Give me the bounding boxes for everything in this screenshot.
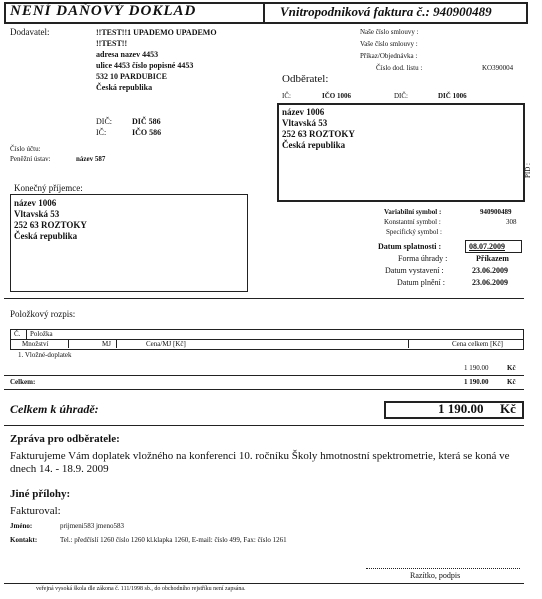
section-divider	[4, 298, 524, 299]
recipient-line: název 1006	[14, 198, 57, 208]
issuer-name-value: prijmeni583 jmeno583	[60, 522, 124, 530]
price-col-divider	[408, 339, 409, 348]
recipient-line: Vltavská 53	[14, 209, 60, 219]
message-text: Fakturujeme Vám doplatek vložného na konferenci 10. ročníku Školy hmotnostní spektrometrie, která se koná ve dnech 14. - 18.9. 2009	[10, 450, 510, 475]
customer-ic-value: IČO 1006	[322, 92, 351, 100]
supplier-line: ulice 4453 číslo popisné 4453	[96, 61, 194, 70]
ks-label: Konstantní symbol :	[384, 218, 441, 226]
supplier-ic-label: IČ:	[96, 128, 107, 137]
attachments-heading: Jiné přílohy:	[10, 488, 71, 500]
vs-label: Variabilní symbol :	[384, 208, 442, 216]
customer-address	[282, 107, 355, 151]
delivery-label: Číslo dod. listu :	[376, 64, 423, 72]
invoice-number: Vnitropodniková faktura č.: 940900489	[280, 4, 492, 19]
footer-note: veřejná vysoká škola dle zákona č. 111/1998 sb., do obchodního rejstříku není zapsána.	[36, 586, 246, 592]
unit-col-divider	[116, 339, 117, 348]
sum-bottom-line	[4, 389, 524, 390]
customer-line: název 1006	[282, 107, 325, 117]
supplier-dic-value: DIČ 586	[132, 117, 161, 126]
vs-value: 940900489	[480, 208, 512, 216]
footer-divider	[4, 583, 524, 584]
ks-value: 308	[506, 218, 517, 226]
stamp-label: Razítko, podpis	[410, 571, 461, 580]
sum-label: Celkem:	[10, 378, 36, 386]
customer-dic-label: DIČ:	[394, 92, 408, 100]
pid-label: PID :	[524, 163, 532, 178]
customer-ic-label: IČ:	[282, 92, 291, 100]
message-heading: Zpráva pro odběratele:	[10, 433, 120, 445]
their-contract-label: Vaše číslo smlouvy :	[360, 40, 418, 48]
qty-col-divider	[68, 339, 69, 348]
item-row-total: 1 190.00	[464, 364, 489, 372]
recipient-line: 252 63 ROZTOKY	[14, 220, 87, 230]
items-heading: Položkový rozpis:	[10, 309, 76, 319]
col-unit: MJ	[102, 340, 111, 348]
issuer-heading: Fakturoval:	[10, 505, 61, 517]
col-total: Cena celkem [Kč]	[452, 340, 503, 348]
method-label: Forma úhrady :	[398, 254, 448, 263]
due-label: Datum splatnosti :	[378, 242, 442, 251]
item-row-currency: Kč	[507, 364, 516, 372]
delivery-value: KO390004	[482, 64, 514, 72]
total-due-label: Celkem k úhradě:	[10, 402, 99, 416]
sum-value: 1 190.00	[464, 378, 489, 386]
sum-currency: Kč	[507, 378, 516, 386]
col-no: Č.	[14, 330, 21, 338]
col-item: Položka	[30, 330, 53, 338]
taxable-label: Datum plnění :	[397, 278, 445, 287]
issued-value: 23.06.2009	[472, 266, 508, 275]
bank-value: název 587	[76, 155, 106, 163]
customer-line: 252 63 ROZTOKY	[282, 129, 355, 139]
bank-label: Peněžní ústav:	[10, 155, 51, 163]
supplier-line: Česká republika	[96, 83, 153, 92]
supplier-line: !!TEST!!	[96, 39, 128, 48]
signature-line	[366, 568, 520, 569]
account-label: Číslo účtu:	[10, 145, 41, 153]
col-qty: Množství	[22, 340, 49, 348]
ss-label: Specifický symbol :	[386, 228, 442, 236]
items-col-divider	[26, 329, 27, 339]
final-recipient-label: Konečný příjemce:	[14, 183, 83, 193]
item-row-name: 1. Vložné-doplatek	[18, 351, 72, 359]
taxable-value: 23.06.2009	[472, 278, 508, 287]
supplier-ic-value: IČO 586	[132, 128, 162, 137]
document-title: NENÍ DAŇOVÝ DOKLAD	[10, 3, 197, 19]
recipient-line: Česká republika	[14, 231, 78, 241]
method-value: Příkazem	[476, 254, 509, 263]
issued-label: Datum vystavení :	[385, 266, 444, 275]
supplier-address	[96, 27, 217, 93]
due-value: 08.07.2009	[469, 242, 505, 251]
supplier-line: adresa nazev 4453	[96, 50, 159, 59]
sum-top-line	[4, 375, 524, 376]
issuer-contact-value: Tel.: předčíslí 1260 číslo 1260 kl.klapka 1260, E-mail: číslo 499, Fax: číslo 1261	[60, 536, 287, 544]
supplier-label: Dodavatel:	[10, 27, 50, 37]
supplier-line: !!TEST!!1 UPADEMO UPADEMO	[96, 28, 217, 37]
col-price: Cena/MJ [Kč]	[146, 340, 186, 348]
supplier-line: 532 10 PARDUBICE	[96, 72, 167, 81]
total-due-currency: Kč	[500, 401, 516, 416]
order-label: Příkaz/Objednávka :	[360, 52, 418, 60]
issuer-name-label: Jméno:	[10, 522, 33, 530]
customer-label: Odběratel:	[282, 73, 329, 85]
issuer-contact-label: Kontakt:	[10, 536, 38, 544]
final-recipient-address	[14, 198, 87, 242]
supplier-dic-label: DIČ:	[96, 117, 112, 126]
items-header-row-divider	[10, 339, 523, 340]
customer-dic-value: DIČ 1006	[438, 92, 467, 100]
customer-line: Vltavská 53	[282, 118, 328, 128]
total-due-value: 1 190.00	[438, 401, 484, 416]
message-divider	[4, 425, 524, 426]
customer-line: Česká republika	[282, 140, 346, 150]
contract-label: Naše číslo smlouvy :	[360, 28, 419, 36]
header-divider	[263, 2, 265, 22]
